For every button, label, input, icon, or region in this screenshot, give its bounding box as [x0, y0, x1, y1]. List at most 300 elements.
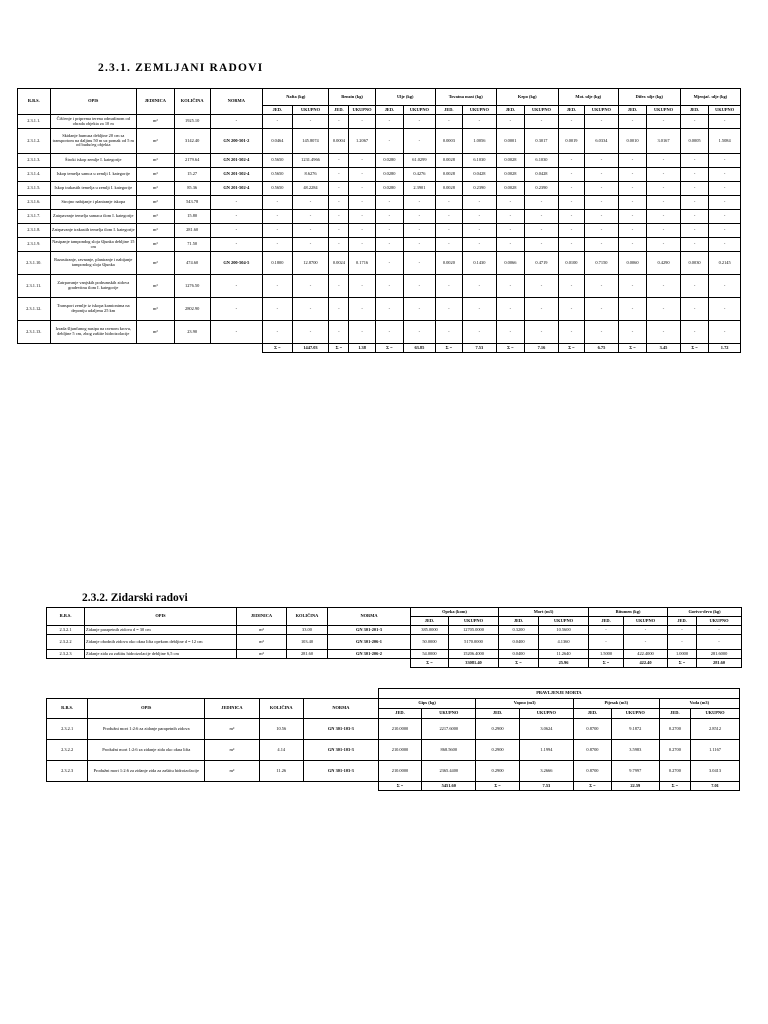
sum-value: 33081.40 [449, 659, 499, 668]
cell-jed: - [496, 224, 524, 238]
header-jed: JED. [476, 709, 519, 719]
cell-ukupno: 4.1360 [539, 635, 589, 650]
cell-jed: - [375, 238, 403, 252]
cell-kolicina: 3142.40 [174, 129, 210, 154]
cell-jed: - [263, 210, 292, 224]
cell-jed: 0.3200 [499, 626, 539, 635]
cell-jed: - [375, 129, 403, 154]
cell-ukupno: - [292, 224, 329, 238]
cell-ukupno: - [404, 224, 436, 238]
cell-norma: - [210, 238, 263, 252]
sum-label: Σ = [378, 782, 421, 791]
cell-jed: - [558, 238, 584, 252]
cell-jed: - [435, 196, 462, 210]
sum-value: 422.40 [624, 659, 668, 668]
header-group: Opeka (kom) [411, 608, 499, 617]
cell-ukupno: - [647, 321, 681, 344]
cell-jed: 0.2700 [659, 719, 690, 740]
cell-jed: 385.0000 [411, 626, 449, 635]
cell-ukupno: 3.5983 [611, 740, 659, 761]
cell-ukupno: - [349, 115, 375, 129]
header-ukupno: UKUPNO [292, 106, 329, 115]
cell-jed: 54.0000 [411, 650, 449, 659]
cell-jed: - [329, 182, 349, 196]
cell-rbs: 2.3.1.6. [18, 196, 51, 210]
cell-jedinica: m³ [136, 210, 174, 224]
cell-ukupno: 8.6276 [292, 168, 329, 182]
cell-opis: Skidanje humusa debljine 20 cm sa transportom na daljinu 50 m uz pomak od 5 m od budućeg objekta [50, 129, 136, 154]
header-group: Voda (m3) [659, 699, 739, 709]
cell-kolicina: 474.60 [174, 252, 210, 275]
cell-norma: - [210, 298, 263, 321]
header-group: Mot. ulje (kg) [558, 89, 618, 106]
cell-ukupno: - [349, 168, 375, 182]
cell-jed: 210.0000 [378, 719, 421, 740]
cell-jed: - [375, 298, 403, 321]
sum-label: Σ = [618, 344, 646, 353]
cell-jed: - [263, 238, 292, 252]
cell-ukupno: 6.0334 [585, 129, 619, 154]
sum-label: Σ = [680, 344, 708, 353]
cell-jedinica: m² [237, 650, 287, 659]
cell-jed: - [618, 224, 646, 238]
cell-ukupno: - [709, 238, 741, 252]
cell-ukupno: 0.1716 [349, 252, 375, 275]
cell-ukupno: - [404, 275, 436, 298]
cell-ukupno: - [647, 238, 681, 252]
header-jed: JED. [375, 106, 403, 115]
table-row [47, 635, 742, 650]
header-rbs: R.B.S. [47, 608, 85, 626]
header-group: Pijesak (m3) [573, 699, 659, 709]
cell-jed: - [496, 238, 524, 252]
cell-ukupno: 422.4000 [624, 650, 668, 659]
cell-kolicina: 103.40 [287, 635, 328, 650]
cell-norma: GN 301-103-3 [303, 740, 378, 761]
cell-ukupno: - [709, 154, 741, 168]
cell-ukupno: - [585, 115, 619, 129]
cell-jed: - [680, 298, 708, 321]
cell-jed: 0.0100 [558, 252, 584, 275]
pravljenje-morta-table [46, 688, 740, 791]
cell-rbs: 2.3.1.5. [18, 182, 51, 196]
cell-opis: Zatrpavanje trakastih temelja tlom I. kategorije [50, 224, 136, 238]
cell-norma: GN 200-501-2 [210, 129, 263, 154]
table-row [18, 115, 741, 129]
sum-value: 7.53 [519, 782, 573, 791]
sum-label: Σ = [476, 782, 519, 791]
cell-opis: Izrada šljunčanog nasipa na ravnom krovu, debljine 5 cm, zbog zaštite hidroizolacije [50, 321, 136, 344]
cell-ukupno: 0.0428 [463, 168, 497, 182]
cell-norma: - [210, 196, 263, 210]
cell-rbs: 2.3.2.3 [47, 650, 85, 659]
cell-ukupno: - [292, 238, 329, 252]
cell-jed: - [496, 321, 524, 344]
cell-jed: 0.0010 [618, 129, 646, 154]
cell-jed: - [375, 210, 403, 224]
cell-jed: - [680, 196, 708, 210]
table-row [18, 154, 741, 168]
cell-rbs: 2.3.2.2 [47, 740, 88, 761]
cell-opis: Zatrpavanje vanjskih podrumskih zidova gradevitnu tlom I. kategorije [50, 275, 136, 298]
cell-jed: 0.2900 [476, 761, 519, 782]
cell-jed: - [680, 238, 708, 252]
cell-norma: GN 301-201-3 [328, 626, 411, 635]
cell-kolicina: 2179.64 [174, 154, 210, 168]
cell-jed: - [680, 154, 708, 168]
cell-jed: 0.0400 [499, 635, 539, 650]
cell-rbs: 2.3.1.9. [18, 238, 51, 252]
cell-ukupno: 6.1030 [525, 154, 559, 168]
cell-ukupno: 11.2640 [539, 650, 589, 659]
cell-ukupno: - [349, 238, 375, 252]
cell-jed: - [435, 238, 462, 252]
header-ukupno: UKUPNO [404, 106, 436, 115]
sum-row [47, 782, 740, 791]
cell-jed: - [618, 115, 646, 129]
cell-jed: 0.8700 [573, 719, 611, 740]
sum-label: Σ = [659, 782, 690, 791]
cell-kolicina: 1276.50 [174, 275, 210, 298]
header-group: Bitumen (kg) [589, 608, 668, 617]
cell-jed: - [329, 321, 349, 344]
cell-kolicina: 281.60 [174, 224, 210, 238]
sum-value: 22.59 [611, 782, 659, 791]
cell-jed: 0.5650 [263, 154, 292, 168]
cell-ukupno: - [525, 275, 559, 298]
cell-jed: - [496, 196, 524, 210]
header-jed: JED. [263, 106, 292, 115]
cell-ukupno: - [709, 168, 741, 182]
cell-ukupno: 48.2284 [292, 182, 329, 196]
cell-ukupno: - [463, 210, 497, 224]
cell-jed: - [589, 635, 624, 650]
cell-ukupno: 0.4719 [525, 252, 559, 275]
cell-jed: 0.0066 [496, 252, 524, 275]
cell-ukupno: - [697, 626, 742, 635]
cell-jed: - [435, 275, 462, 298]
cell-jed: - [680, 182, 708, 196]
cell-jed: 0.0003 [435, 129, 462, 154]
cell-jed: - [558, 224, 584, 238]
table-row [47, 740, 740, 761]
cell-kolicina: 10.56 [259, 719, 303, 740]
cell-ukupno: - [585, 154, 619, 168]
cell-jed: 0.8700 [573, 740, 611, 761]
cell-jed: 0.0020 [435, 252, 462, 275]
header-ukupno: UKUPNO [691, 709, 740, 719]
cell-opis: Strojno nabijanje i planiranje iskopa [50, 196, 136, 210]
header-ukupno: UKUPNO [422, 709, 476, 719]
cell-opis: Produžni mort 1:2:6 za zidanje zida oko okna lifta [88, 740, 205, 761]
cell-ukupno: - [463, 224, 497, 238]
header-ukupno: UKUPNO [585, 106, 619, 115]
cell-jed: - [263, 321, 292, 344]
cell-norma: GN 301-103-3 [303, 719, 378, 740]
cell-jed: 210.0000 [378, 740, 421, 761]
cell-kolicina: 4.14 [259, 740, 303, 761]
cell-jedinica: m² [237, 635, 287, 650]
cell-ukupno: 2217.6000 [422, 719, 476, 740]
header-group: Mort (m3) [499, 608, 589, 617]
cell-ukupno: - [349, 210, 375, 224]
cell-ukupno: - [585, 275, 619, 298]
cell-ukupno: - [585, 321, 619, 344]
cell-ukupno: - [349, 321, 375, 344]
cell-rbs: 2.3.1.2. [18, 129, 51, 154]
cell-ukupno: 1231.4966 [292, 154, 329, 168]
cell-jed: - [375, 224, 403, 238]
header-ukupno: UKUPNO [349, 106, 375, 115]
cell-ukupno: 3.0413 [691, 761, 740, 782]
header-group: Gips (kg) [378, 699, 476, 709]
header-ukupno: UKUPNO [519, 709, 573, 719]
cell-rbs: 2.3.2.1 [47, 626, 85, 635]
cell-rbs: 2.3.1.11. [18, 275, 51, 298]
header-ukupno: UKUPNO [525, 106, 559, 115]
cell-ukupno: - [647, 168, 681, 182]
cell-ukupno: - [525, 115, 559, 129]
header-jed: JED. [499, 617, 539, 626]
header-opis: OPIS [50, 89, 136, 115]
cell-jed: 0.0464 [263, 129, 292, 154]
cell-norma: GN 201-502-4 [210, 182, 263, 196]
cell-kolicina: 33.00 [287, 626, 328, 635]
table-row [18, 238, 741, 252]
cell-ukupno: 0.7150 [585, 252, 619, 275]
cell-jedinica: m³ [205, 719, 259, 740]
cell-ukupno: - [709, 321, 741, 344]
header-group: Nafta (kg) [263, 89, 329, 106]
cell-jed: - [680, 275, 708, 298]
cell-ukupno: - [709, 298, 741, 321]
cell-ukupno: 9.1872 [611, 719, 659, 740]
cell-opis: Čišćenje i priprema terena odmašinom od obrada objekta za 10 m [50, 115, 136, 129]
cell-jed: - [329, 196, 349, 210]
header-group: Tovatna mast (kg) [435, 89, 496, 106]
cell-opis: Produžni mort 1:2:6 za zidanje parapetnih zidova [88, 719, 205, 740]
cell-jed: - [496, 298, 524, 321]
cell-jed: 50.0000 [411, 635, 449, 650]
sum-row [18, 344, 741, 353]
cell-jed: - [496, 115, 524, 129]
table-row [47, 719, 740, 740]
cell-ukupno: - [525, 224, 559, 238]
cell-ukupno: 0.3017 [525, 129, 559, 154]
cell-ukupno: 1.2067 [349, 129, 375, 154]
cell-rbs: 2.3.1.10. [18, 252, 51, 275]
cell-kolicina: 85.36 [174, 182, 210, 196]
cell-jed: 0.5650 [263, 168, 292, 182]
cell-ukupno: 5170.0000 [449, 635, 499, 650]
cell-ukupno: - [709, 275, 741, 298]
header-jed: JED. [589, 617, 624, 626]
header-jed: JED. [411, 617, 449, 626]
cell-ukupno: - [525, 321, 559, 344]
cell-ukupno: - [709, 210, 741, 224]
cell-ukupno: - [349, 196, 375, 210]
cell-jed: - [435, 115, 462, 129]
cell-ukupno: 2365.4400 [422, 761, 476, 782]
cell-opis: Produžni mort 1:2:6 za zidanje zida za zaštitu hidroizolacije [88, 761, 205, 782]
cell-ukupno: - [709, 196, 741, 210]
cell-ukupno: - [349, 298, 375, 321]
cell-rbs: 2.3.1.13. [18, 321, 51, 344]
cell-ukupno: - [404, 129, 436, 154]
header-jedinica: JEDINICA [237, 608, 287, 626]
header-kolicina: KOLIČINA [174, 89, 210, 115]
sum-label: Σ = [668, 659, 697, 668]
cell-jed: - [680, 210, 708, 224]
cell-opis: Nasipanje tampondog sloja šljunka debljine 15 cm [50, 238, 136, 252]
cell-ukupno: - [697, 635, 742, 650]
cell-ukupno: - [585, 196, 619, 210]
cell-ukupno: - [585, 168, 619, 182]
cell-ukupno: - [404, 115, 436, 129]
cell-jed: - [263, 196, 292, 210]
cell-jed: - [435, 321, 462, 344]
cell-jed: - [435, 224, 462, 238]
cell-kolicina: 2802.90 [174, 298, 210, 321]
cell-jed: - [329, 224, 349, 238]
sum-label: Σ = [329, 344, 349, 353]
cell-jed: - [618, 154, 646, 168]
cell-norma: - [210, 210, 263, 224]
cell-ukupno: - [349, 154, 375, 168]
cell-ukupno: - [292, 275, 329, 298]
cell-rbs: 2.3.1.8. [18, 224, 51, 238]
cell-ukupno: - [585, 210, 619, 224]
cell-jed: 0.8700 [573, 761, 611, 782]
cell-jed: - [618, 182, 646, 196]
cell-jed: - [329, 154, 349, 168]
table-row [47, 650, 742, 659]
header-jed: JED. [558, 106, 584, 115]
sum-label: Σ = [496, 344, 524, 353]
cell-rbs: 2.3.1.4. [18, 168, 51, 182]
cell-kolicina: 15.80 [174, 210, 210, 224]
cell-ukupno: - [404, 210, 436, 224]
cell-ukupno: - [647, 115, 681, 129]
cell-jed: - [558, 115, 584, 129]
header-group: Ulje (kg) [375, 89, 435, 106]
cell-ukupno: - [647, 298, 681, 321]
cell-ukupno: - [585, 182, 619, 196]
cell-jed: - [680, 321, 708, 344]
header-ukupno: UKUPNO [449, 617, 499, 626]
cell-jed: - [558, 210, 584, 224]
cell-kolicina: 11.26 [259, 761, 303, 782]
sum-label: Σ = [411, 659, 449, 668]
cell-ukupno: - [709, 182, 741, 196]
cell-ukupno: 145.8074 [292, 129, 329, 154]
cell-ukupno: 10.5600 [539, 626, 589, 635]
header-jed: JED. [668, 617, 697, 626]
cell-ukupno: 15206.4000 [449, 650, 499, 659]
cell-ukupno: 0.2145 [709, 252, 741, 275]
header-jedinica: JEDINICA [205, 699, 259, 719]
header-jed: JED. [435, 106, 462, 115]
cell-jed: - [435, 210, 462, 224]
sum-label: Σ = [263, 344, 292, 353]
cell-jedinica: m² [136, 129, 174, 154]
sum-value: 7.16 [525, 344, 559, 353]
cell-jedinica: m² [136, 196, 174, 210]
header-jed: JED. [573, 709, 611, 719]
cell-ukupno: - [463, 298, 497, 321]
cell-jedinica: m³ [136, 298, 174, 321]
sum-label: Σ = [375, 344, 403, 353]
cell-jed: 0.5650 [263, 182, 292, 196]
cell-norma: - [210, 275, 263, 298]
header-jed: JED. [329, 106, 349, 115]
cell-jed: - [618, 168, 646, 182]
cell-jed: - [558, 168, 584, 182]
cell-ukupno: 0.0428 [525, 168, 559, 182]
table-row [18, 129, 741, 154]
cell-ukupno: 1.5084 [709, 129, 741, 154]
header-norma: NORMA [303, 699, 378, 719]
cell-opis: Razastiranje, ravnanje, planiranje i nabijanje tampondog sloja šljunka [50, 252, 136, 275]
cell-rbs: 2.3.2.3 [47, 761, 88, 782]
header-rbs: R.B.S. [18, 89, 51, 115]
cell-ukupno: - [349, 182, 375, 196]
cell-jed: 0.0001 [496, 129, 524, 154]
cell-ukupno: 61.0299 [404, 154, 436, 168]
cell-jed: - [558, 196, 584, 210]
cell-jedinica: m³ [136, 224, 174, 238]
cell-ukupno: - [292, 210, 329, 224]
cell-jed: - [558, 321, 584, 344]
cell-kolicina: 15.27 [174, 168, 210, 182]
cell-jed: - [375, 275, 403, 298]
sum-row [47, 659, 742, 668]
sum-label: Σ = [589, 659, 624, 668]
cell-jed: 0.0028 [496, 168, 524, 182]
cell-ukupno: - [709, 224, 741, 238]
header-opis: OPIS [88, 699, 205, 719]
cell-ukupno: - [525, 210, 559, 224]
cell-norma: GN 301-206-2 [328, 650, 411, 659]
header-norma: NORMA [328, 608, 411, 626]
cell-jed: - [618, 321, 646, 344]
cell-jed: 0.0280 [375, 154, 403, 168]
cell-ukupno: - [292, 196, 329, 210]
cell-jed: - [668, 626, 697, 635]
cell-norma: GN 301-103-3 [303, 761, 378, 782]
cell-jedinica: m³ [136, 275, 174, 298]
cell-ukupno: 0.2390 [463, 182, 497, 196]
cell-jed: - [589, 626, 624, 635]
cell-ukupno: 0.4290 [647, 252, 681, 275]
cell-jed: - [375, 321, 403, 344]
cell-rbs: 2.3.1.7. [18, 210, 51, 224]
cell-jed: - [329, 238, 349, 252]
cell-ukupno: - [647, 182, 681, 196]
cell-ukupno: 868.5600 [422, 740, 476, 761]
cell-jed: - [558, 154, 584, 168]
cell-jed: 0.2700 [659, 761, 690, 782]
cell-jedinica: m³ [205, 740, 259, 761]
cell-jed: - [329, 275, 349, 298]
sum-value: 5451.60 [422, 782, 476, 791]
cell-jed: - [375, 252, 403, 275]
cell-ukupno: 0.1430 [463, 252, 497, 275]
sum-value: 1.38 [349, 344, 375, 353]
header-group: Mjenjač. ulje (kg) [680, 89, 740, 106]
table-row [47, 761, 740, 782]
cell-opis: Zidanje zida za zaštitu hidroizolacije debljine 6,5 cm [85, 650, 237, 659]
